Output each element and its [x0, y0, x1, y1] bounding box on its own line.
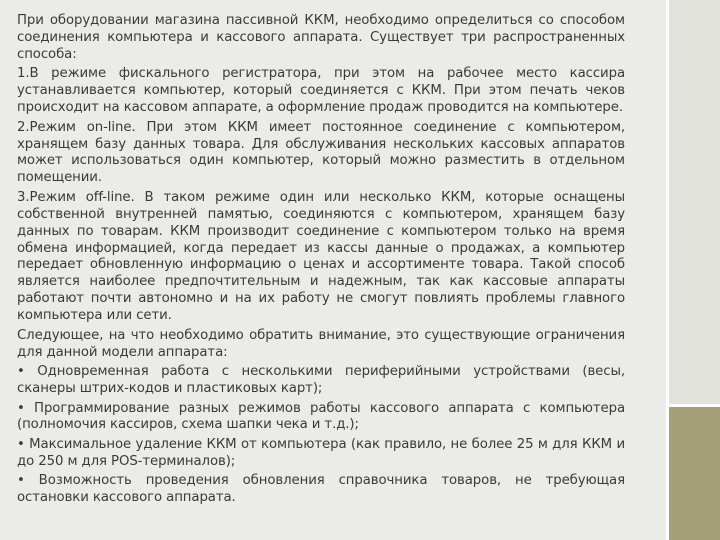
paragraph-intro: При оборудовании магазина пассивной ККМ, необходимо определиться со способом соединения компьютера и кассового аппарата. Существует три распространенных способа:: [17, 13, 625, 62]
paragraph-mode-offline: 3.Режим off-line. В таком режиме один или несколько ККМ, которые оснащены собственной внутренней памятью, соединяются с компьютером, хранящем базу данных по товарам. ККМ производит соединение с компьютером только на время обмена информацией, когда передает из кассы данные о продажах, а компьютер передает обновленную информацию о ценах и ассортименте товара. Такой способ является наиболее предпочтительным и надежным, так как кассовые аппараты работают почти автономно и на их работу не смогут повлиять проблемы главного компьютера или сети.: [17, 189, 625, 324]
document-text: [17, 13, 625, 510]
bullet-programming: • Программирование разных режимов работы кассового аппарата с компьютера (полномочия кассиров, схема шапки чека и т.д.);: [17, 400, 625, 433]
paragraph-mode-online: 2.Режим on-line. При этом ККМ имеет постоянное соединение с компьютером, хранящем базу данных товара. Для обслуживания нескольких кассовых аппаратов может использоваться один компьютер, который можно разместить в отдельном помещении.: [17, 119, 625, 186]
paragraph-mode-fiscal-registrar: 1.В режиме фискального регистратора, при этом на рабочее место кассира устанавливается компьютер, который соединяется с ККМ. При этом печать чеков происходит на кассовом аппарате, а оформление продаж проводится на компьютере.: [17, 66, 625, 116]
bullet-peripherals: • Одновременная работа с несколькими периферийными устройствами (весы, сканеры штрих-кодов и пластиковых карт);: [17, 364, 625, 396]
accent-block: [666, 404, 720, 540]
bullet-max-distance: • Максимальное удаление ККМ от компьютера (как правило, не более 25 м для ККМ и до 250 м для POS-терминалов);: [17, 436, 625, 469]
paragraph-limitations-intro: Следующее, на что необходимо обратить внимание, это существующие ограничения для данной модели аппарата:: [17, 327, 625, 360]
side-panel: [666, 0, 720, 404]
bullet-catalog-update: • Возможность проведения обновления справочника товаров, не требующая остановки кассового аппарата.: [17, 473, 625, 506]
